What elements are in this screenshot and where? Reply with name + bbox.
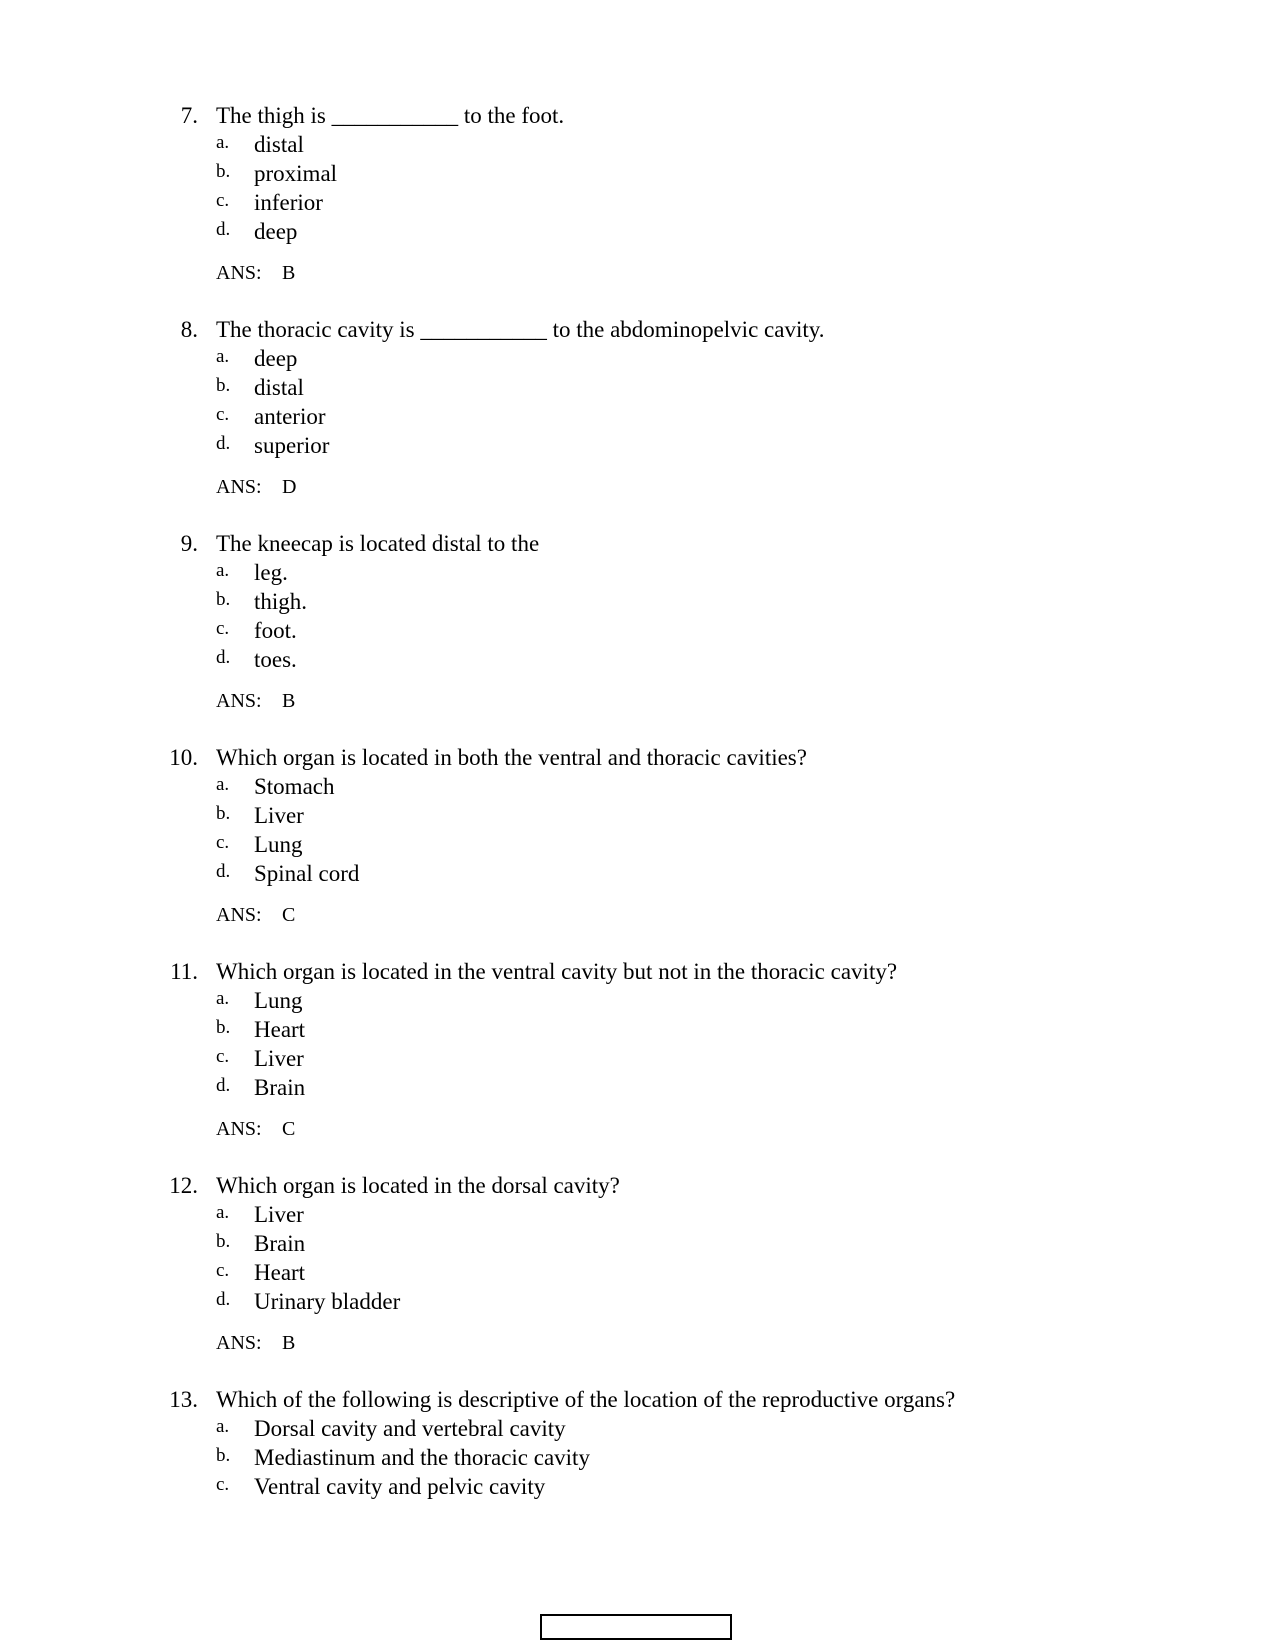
option-letter: d. (216, 861, 231, 882)
option-text: toes. (254, 647, 297, 672)
question-text: The thigh is ___________ to the foot. (216, 103, 565, 128)
option-a (0, 1200, 1275, 1229)
option-letter: b. (216, 1231, 231, 1252)
option-letter: c. (216, 832, 230, 853)
question-number: 10. (169, 745, 198, 770)
option-letter: c. (216, 618, 230, 639)
option-text: leg. (254, 560, 288, 585)
question-stem (0, 530, 1275, 558)
option-text: Dorsal cavity and vertebral cavity (254, 1416, 566, 1441)
option-text: Liver (254, 803, 304, 828)
option-text: Brain (254, 1075, 306, 1100)
question-number: 9. (180, 531, 198, 556)
option-letter: d. (216, 433, 231, 454)
option-letter: d. (216, 647, 231, 668)
question-number: 8. (180, 317, 198, 342)
option-list (0, 130, 1275, 246)
option-text: Urinary bladder (254, 1289, 401, 1314)
question-12 (0, 1172, 1275, 1356)
answer-value: C (282, 1118, 296, 1140)
option-text: anterior (254, 404, 326, 429)
question-13 (0, 1386, 1275, 1501)
option-letter: a. (216, 1416, 230, 1437)
answer-line (0, 1116, 1275, 1142)
option-text: distal (254, 132, 304, 157)
option-letter: d. (216, 219, 231, 240)
footer-box (540, 1614, 732, 1640)
answer-value: C (282, 904, 296, 926)
answer-line (0, 260, 1275, 286)
option-letter: c. (216, 1046, 230, 1067)
option-letter: d. (216, 1289, 231, 1310)
option-letter: d. (216, 1075, 231, 1096)
question-stem (0, 316, 1275, 344)
question-11 (0, 958, 1275, 1142)
question-text: The thoracic cavity is ___________ to the abdominopelvic cavity. (216, 317, 825, 342)
option-a (0, 558, 1275, 587)
option-b (0, 373, 1275, 402)
option-list (0, 344, 1275, 460)
option-letter: a. (216, 774, 230, 795)
option-text: foot. (254, 618, 297, 643)
option-letter: b. (216, 375, 231, 396)
option-c (0, 402, 1275, 431)
option-d (0, 1287, 1275, 1316)
option-text: Spinal cord (254, 861, 360, 886)
option-letter: c. (216, 1474, 230, 1495)
option-text: distal (254, 375, 304, 400)
question-10 (0, 744, 1275, 928)
option-letter: a. (216, 988, 230, 1009)
question-text: Which organ is located in the ventral cavity but not in the thoracic cavity? (216, 959, 898, 984)
option-letter: b. (216, 803, 231, 824)
option-b (0, 587, 1275, 616)
option-text: superior (254, 433, 330, 458)
answer-label: ANS: (216, 1118, 262, 1140)
question-stem (0, 1172, 1275, 1200)
answer-line (0, 902, 1275, 928)
answer-label: ANS: (216, 904, 262, 926)
option-d (0, 859, 1275, 888)
option-text: Heart (254, 1017, 306, 1042)
question-text: Which of the following is descriptive of the location of the reproductive organs? (216, 1387, 956, 1412)
option-letter: b. (216, 1445, 231, 1466)
option-b (0, 1443, 1275, 1472)
option-list (0, 1200, 1275, 1316)
option-a (0, 772, 1275, 801)
question-stem (0, 744, 1275, 772)
option-d (0, 431, 1275, 460)
option-d (0, 217, 1275, 246)
option-list (0, 772, 1275, 888)
option-text: Mediastinum and the thoracic cavity (254, 1445, 590, 1470)
option-letter: a. (216, 132, 230, 153)
question-9 (0, 530, 1275, 714)
answer-label: ANS: (216, 262, 262, 284)
option-letter: b. (216, 161, 231, 182)
option-b (0, 1015, 1275, 1044)
option-b (0, 1229, 1275, 1258)
option-list (0, 986, 1275, 1102)
option-text: Lung (254, 832, 303, 857)
option-text: Stomach (254, 774, 335, 799)
option-letter: b. (216, 589, 231, 610)
option-a (0, 1414, 1275, 1443)
option-letter: a. (216, 560, 230, 581)
question-stem (0, 1386, 1275, 1414)
option-a (0, 130, 1275, 159)
option-letter: b. (216, 1017, 231, 1038)
answer-label: ANS: (216, 690, 262, 712)
option-text: thigh. (254, 589, 308, 614)
option-letter: c. (216, 1260, 230, 1281)
option-text: deep (254, 219, 298, 244)
option-text: Brain (254, 1231, 306, 1256)
option-d (0, 1073, 1275, 1102)
option-c (0, 616, 1275, 645)
option-b (0, 801, 1275, 830)
question-number: 7. (180, 103, 198, 128)
question-number: 12. (169, 1173, 198, 1198)
option-c (0, 830, 1275, 859)
answer-line (0, 474, 1275, 500)
answer-line (0, 1330, 1275, 1356)
option-a (0, 986, 1275, 1015)
option-list (0, 1414, 1275, 1501)
answer-value: D (282, 476, 297, 498)
option-letter: c. (216, 404, 230, 425)
question-7 (0, 102, 1275, 286)
answer-label: ANS: (216, 1332, 262, 1354)
question-number: 13. (169, 1387, 198, 1412)
option-d (0, 645, 1275, 674)
option-text: deep (254, 346, 298, 371)
option-c (0, 1258, 1275, 1287)
option-text: inferior (254, 190, 323, 215)
option-text: proximal (254, 161, 338, 186)
answer-line (0, 688, 1275, 714)
option-letter: a. (216, 346, 230, 367)
option-text: Liver (254, 1202, 304, 1227)
answer-label: ANS: (216, 476, 262, 498)
answer-value: B (282, 262, 296, 284)
option-a (0, 344, 1275, 373)
option-text: Liver (254, 1046, 304, 1071)
question-text: The kneecap is located distal to the (216, 531, 540, 556)
option-c (0, 1044, 1275, 1073)
answer-value: B (282, 690, 296, 712)
option-b (0, 159, 1275, 188)
option-text: Lung (254, 988, 303, 1013)
option-c (0, 188, 1275, 217)
question-8 (0, 316, 1275, 500)
question-text: Which organ is located in both the ventral and thoracic cavities? (216, 745, 807, 770)
answer-value: B (282, 1332, 296, 1354)
option-list (0, 558, 1275, 674)
option-letter: c. (216, 190, 230, 211)
option-c (0, 1472, 1275, 1501)
question-text: Which organ is located in the dorsal cavity? (216, 1173, 620, 1198)
option-text: Heart (254, 1260, 306, 1285)
option-letter: a. (216, 1202, 230, 1223)
question-stem (0, 102, 1275, 130)
question-stem (0, 958, 1275, 986)
option-text: Ventral cavity and pelvic cavity (254, 1474, 546, 1499)
question-number: 11. (170, 959, 198, 984)
